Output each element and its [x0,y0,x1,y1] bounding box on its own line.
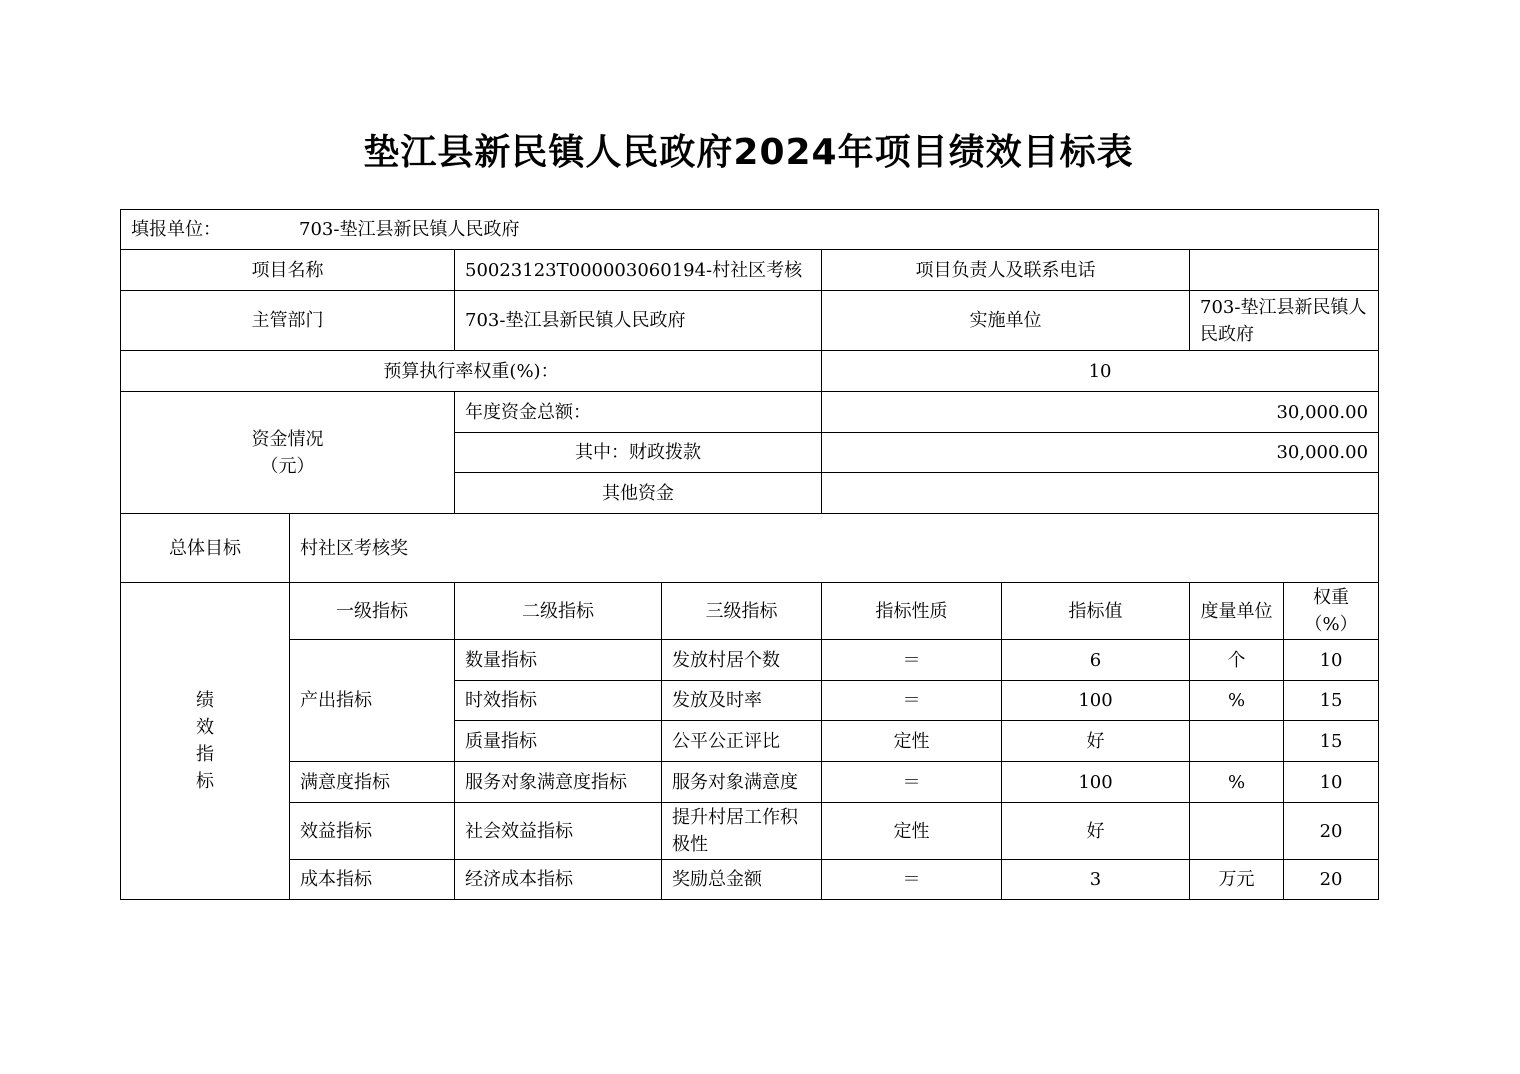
header-value: 指标值 [1002,583,1190,640]
table-row [121,762,1379,803]
row-level3: 发放村居个数 [662,640,822,681]
row-weight: 15 [1284,721,1379,762]
budget-label: 预算执行率权重(%)： [121,351,822,392]
row-value: 6 [1002,640,1190,681]
row-level3: 服务对象满意度 [662,762,822,803]
row-weight: 10 [1284,640,1379,681]
page-title: 垫江县新民镇人民政府2024年项目绩效目标表 [363,132,1134,173]
row-level3: 发放及时率 [662,681,822,721]
row-value: 好 [1002,721,1190,762]
table-row [121,640,1379,681]
funds-other-value [822,473,1379,514]
row-value: 100 [1002,681,1190,721]
row-nature: ＝ [822,640,1002,681]
row-level2: 经济成本指标 [455,860,662,900]
row-level2: 时效指标 [455,681,662,721]
header-level3: 三级指标 [662,583,822,640]
row-value: 好 [1002,803,1190,860]
indicator-header-row [121,583,1379,640]
filler-label: 填报单位： [131,219,221,240]
row-unit: % [1190,762,1284,803]
funds-total-value: 30,000.00 [822,392,1379,433]
side-char: 指 [196,744,214,765]
funds-label-line2: （元） [260,455,315,477]
project-contact-value [1190,250,1379,291]
filler-value: 703-垫江县新民镇人民政府 [299,219,520,240]
row-level1: 满意度指标 [290,762,455,803]
funds-other-label: 其他资金 [455,473,822,514]
row-unit: 万元 [1190,860,1284,900]
side-char: 标 [196,771,214,792]
row-nature: ＝ [822,860,1002,900]
row-value: 3 [1002,860,1190,900]
funds-label-line1: 资金情况 [251,428,324,450]
header-level2: 二级指标 [455,583,662,640]
performance-target-table [120,209,1379,900]
project-name-value: 50023123T000003060194-村社区考核 [455,250,822,291]
row-value: 100 [1002,762,1190,803]
goal-value: 村社区考核奖 [290,514,1379,583]
row-weight: 15 [1284,681,1379,721]
filler-cell [121,210,1379,250]
table-row [121,803,1379,860]
row-unit [1190,721,1284,762]
dept-row [121,291,1379,351]
row-level3: 提升村居工作积极性 [662,803,822,860]
row-nature: ＝ [822,762,1002,803]
row-weight: 20 [1284,803,1379,860]
indicator-side-label [121,583,290,900]
goal-label: 总体目标 [121,514,290,583]
row-level1: 成本指标 [290,860,455,900]
budget-value: 10 [822,351,1379,392]
row-nature: 定性 [822,803,1002,860]
filler-row [121,210,1379,250]
row-unit [1190,803,1284,860]
table-row [121,860,1379,900]
row-unit: % [1190,681,1284,721]
project-name-label: 项目名称 [121,250,455,291]
row-weight: 10 [1284,762,1379,803]
impl-label: 实施单位 [822,291,1190,351]
header-unit: 度量单位 [1190,583,1284,640]
header-weight: 权重（%） [1284,583,1379,640]
project-contact-label: 项目负责人及联系电话 [822,250,1190,291]
dept-label: 主管部门 [121,291,455,351]
row-nature: ＝ [822,681,1002,721]
row-level2: 服务对象满意度指标 [455,762,662,803]
funds-total-row [121,392,1379,433]
row-level3: 公平公正评比 [662,721,822,762]
row-unit: 个 [1190,640,1284,681]
row-level2: 社会效益指标 [455,803,662,860]
row-level2: 质量指标 [455,721,662,762]
funds-fiscal-value: 30,000.00 [822,433,1379,473]
impl-value: 703-垫江县新民镇人民政府 [1190,291,1379,351]
side-char: 绩 [196,690,214,711]
dept-value: 703-垫江县新民镇人民政府 [455,291,822,351]
row-level2: 数量指标 [455,640,662,681]
row-nature: 定性 [822,721,1002,762]
row-level3: 奖励总金额 [662,860,822,900]
row-weight: 20 [1284,860,1379,900]
row-level1: 效益指标 [290,803,455,860]
side-char: 效 [196,717,214,738]
budget-row [121,351,1379,392]
funds-fiscal-label: 其中：财政拨款 [455,433,822,473]
output-label: 产出指标 [290,640,455,762]
header-level1: 一级指标 [290,583,455,640]
funds-total-label: 年度资金总额： [455,392,822,433]
project-row [121,250,1379,291]
funds-label [121,392,455,514]
goal-row [121,514,1379,583]
header-nature: 指标性质 [822,583,1002,640]
